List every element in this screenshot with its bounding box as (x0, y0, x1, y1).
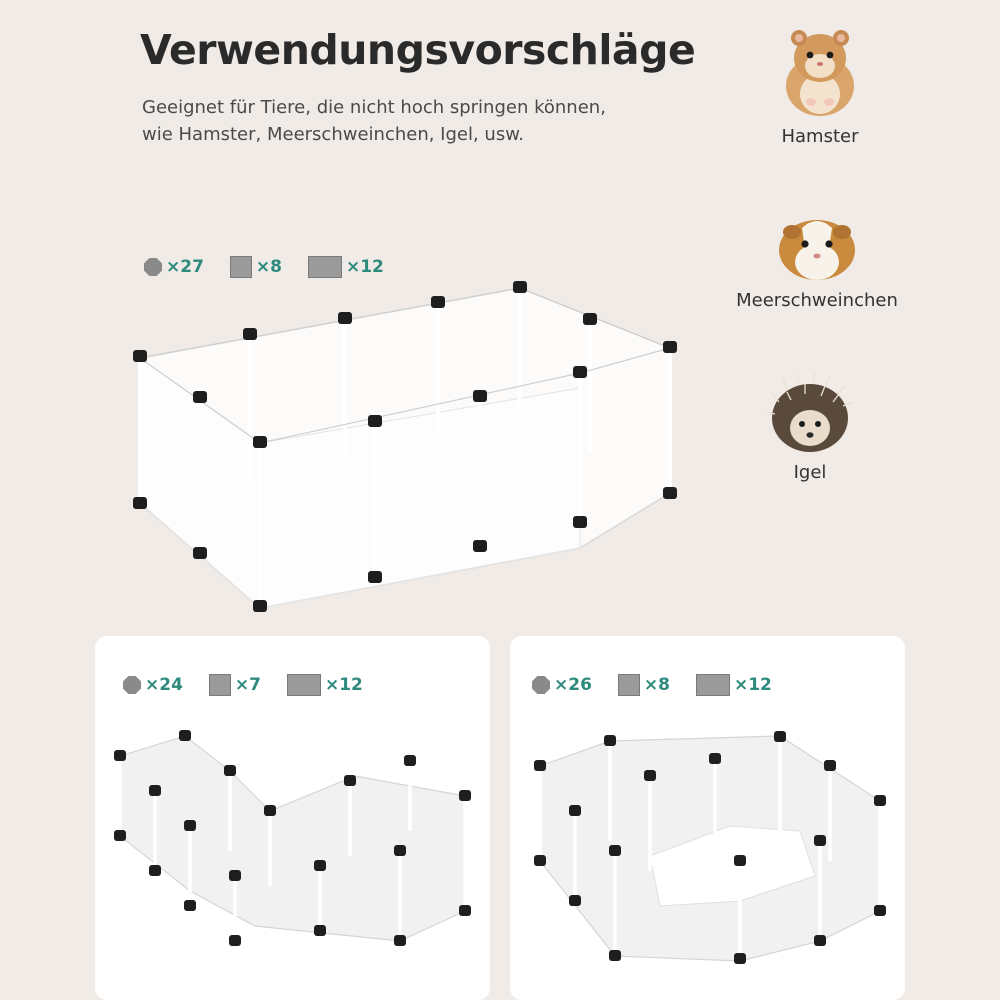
enclosure-u-shape-illustration (530, 731, 890, 966)
animal-label-hamster: Hamster (781, 126, 859, 147)
enclosure-main-illustration (120, 278, 700, 618)
small-panel-shape-icon (230, 256, 252, 278)
legend-left (123, 674, 389, 696)
legend-left-small-panels (209, 674, 261, 696)
animal-hedgehog (720, 372, 900, 483)
small-panel-count: ×8 (643, 675, 670, 695)
connector-count: ×24 (145, 675, 183, 695)
config-card-l-shape (95, 636, 490, 1000)
connector-count: ×27 (166, 257, 204, 277)
animal-guinea-pig (727, 206, 907, 311)
legend-right-small-panels (618, 674, 670, 696)
guinea-pig-icon (772, 206, 862, 284)
legend-right (532, 674, 798, 696)
legend-main (144, 256, 410, 278)
small-panel-count: ×7 (234, 675, 261, 695)
animal-hamster (730, 24, 910, 147)
large-panel-count: ×12 (733, 675, 772, 695)
legend-connectors (144, 257, 204, 277)
page-title: Verwendungsvorschläge (140, 26, 696, 74)
connector-shape-icon (144, 258, 162, 276)
legend-large-panels (308, 256, 384, 278)
large-panel-shape-icon (696, 674, 730, 696)
connector-shape-icon (123, 676, 141, 694)
subtitle-line-1: Geeignet für Tiere, die nicht hoch springen können, (142, 97, 606, 118)
small-panel-count: ×8 (255, 257, 282, 277)
large-panel-count: ×12 (345, 257, 384, 277)
small-panel-shape-icon (618, 674, 640, 696)
enclosure-l-shape-illustration (110, 726, 480, 956)
hedgehog-icon (765, 372, 855, 456)
animal-label-guinea-pig: Meerschweinchen (736, 290, 898, 311)
hamster-icon (775, 24, 865, 120)
legend-left-connectors (123, 675, 183, 695)
legend-right-connectors (532, 675, 592, 695)
connector-shape-icon (532, 676, 550, 694)
legend-right-large-panels (696, 674, 772, 696)
page-subtitle (142, 94, 722, 148)
animal-label-hedgehog: Igel (793, 462, 827, 483)
large-panel-shape-icon (287, 674, 321, 696)
small-panel-shape-icon (209, 674, 231, 696)
large-panel-shape-icon (308, 256, 342, 278)
subtitle-line-2: wie Hamster, Meerschweinchen, Igel, usw. (142, 124, 524, 145)
large-panel-count: ×12 (324, 675, 363, 695)
connector-count: ×26 (554, 675, 592, 695)
legend-small-panels (230, 256, 282, 278)
legend-left-large-panels (287, 674, 363, 696)
config-card-u-shape (510, 636, 905, 1000)
